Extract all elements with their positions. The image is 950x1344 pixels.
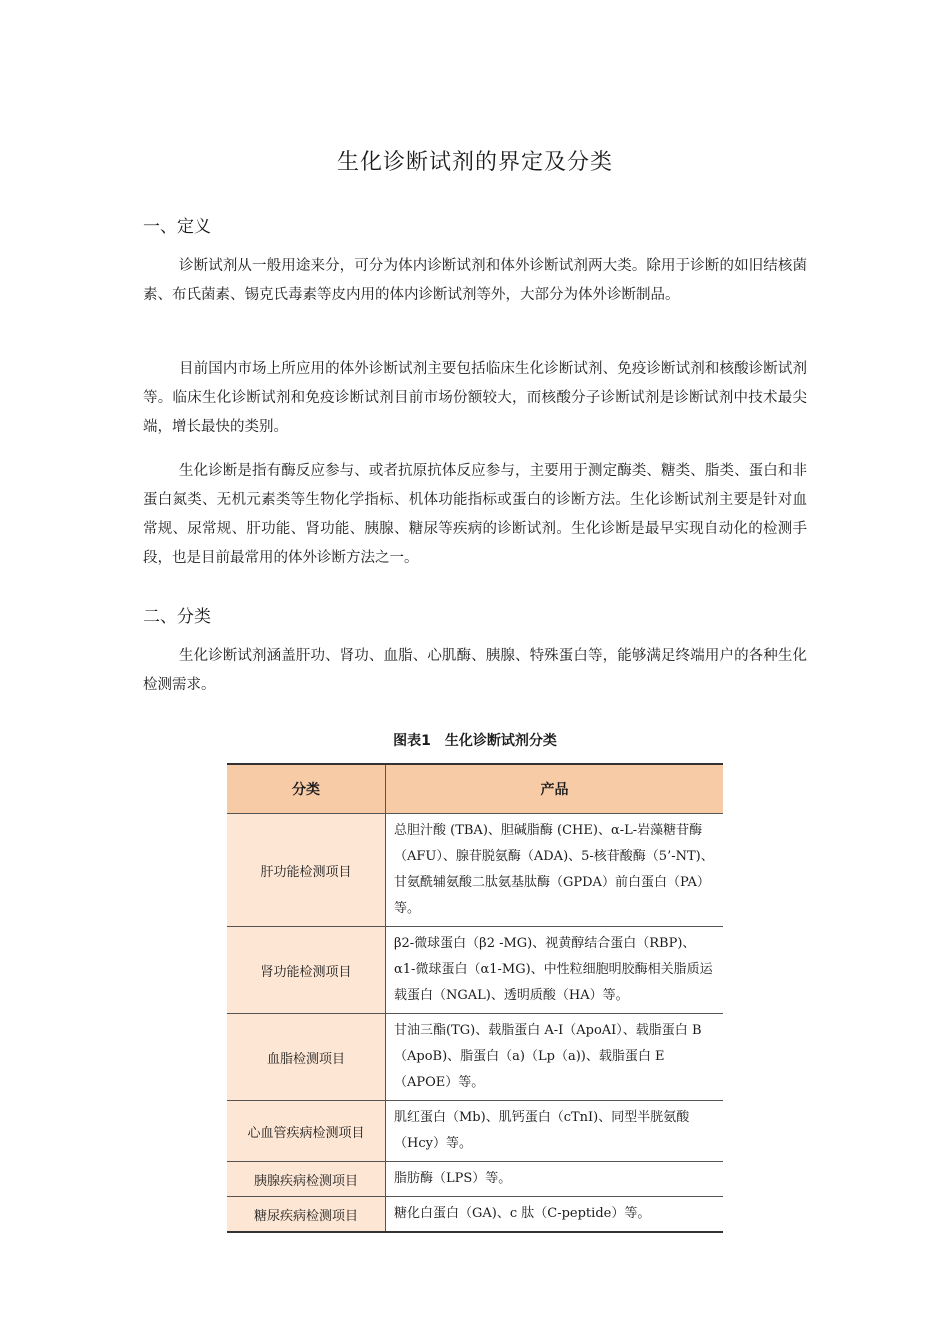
category-cell: 心血管疾病检测项目 — [227, 1101, 386, 1162]
column-header-category: 分类 — [227, 764, 386, 814]
table-row — [227, 814, 723, 927]
table-caption: 图表1 生化诊断试剂分类 — [393, 733, 557, 749]
products-cell: 肌红蛋白（Mb)、肌钙蛋白（cTnI)、同型半胱氨酸（Hcy）等。 — [386, 1101, 724, 1162]
table-row — [227, 1014, 723, 1101]
category-cell: 胰腺疾病检测项目 — [227, 1162, 386, 1197]
paragraph: 目前国内市场上所应用的体外诊断试剂主要包括临床生化诊断试剂、免疫诊断试剂和核酸诊断试剂等。临床生化诊断试剂和免疫诊断试剂目前市场份额较大，而核酸分子诊断试剂是诊断试剂中技术最尖端，增长最快的类别。 — [143, 361, 807, 435]
paragraph: 诊断试剂从一般用途来分，可分为体内诊断试剂和体外诊断试剂两大类。除用于诊断的如旧结核菌素、布氏菌素、锡克氏毒素等皮内用的体内诊断试剂等外，大部分为体外诊断制品。 — [143, 258, 807, 303]
products-cell: 脂肪酶（LPS）等。 — [386, 1162, 724, 1197]
category-cell: 糖尿疾病检测项目 — [227, 1197, 386, 1233]
section-heading-definition: 一、定义 — [143, 217, 211, 237]
table-row — [227, 1162, 723, 1197]
paragraph: 生化诊断是指有酶反应参与、或者抗原抗体反应参与，主要用于测定酶类、糖类、脂类、蛋白和非蛋白氮类、无机元素类等生物化学指标、机体功能指标或蛋白的诊断方法。生化诊断试剂主要是针对血常规、尿常规、肝功能、肾功能、胰腺、糖尿等疾病的诊断试剂。生化诊断是最早实现自动化的检测手段，也是目前最常用的体外诊断方法之一。 — [143, 463, 807, 566]
table-header-row — [227, 764, 723, 814]
column-header-products: 产品 — [386, 764, 724, 814]
section-heading-classification: 二、分类 — [143, 607, 211, 627]
table-row — [227, 1101, 723, 1162]
category-cell: 肝功能检测项目 — [227, 814, 386, 927]
document-title: 生化诊断试剂的界定及分类 — [336, 150, 613, 175]
paragraph: 生化诊断试剂涵盖肝功、肾功、血脂、心肌酶、胰腺、特殊蛋白等，能够满足终端用户的各种生化检测需求。 — [143, 648, 807, 693]
products-cell: 总胆汁酸 (TBA)、胆碱脂酶 (CHE)、α-L-岩藻糖苷酶（AFU）、腺苷脱氨酶（ADA)、5-核苷酸酶（5’-NT)、甘氨酰辅氨酸二肽氨基肽酶（GPDA）前白蛋白（PA）等。 — [386, 814, 724, 927]
products-cell: 甘油三酯(TG)、载脂蛋白 A-Ⅰ（ApoAⅠ）、载脂蛋白 B（ApoB)、脂蛋白（a)（Lp（a))、载脂蛋白 E（APOE）等。 — [386, 1014, 724, 1101]
category-cell: 血脂检测项目 — [227, 1014, 386, 1101]
products-cell: β2-微球蛋白（β2 -MG)、视黄醇结合蛋白（RBP)、α1-微球蛋白（α1-MG)、中性粒细胞明胶酶相关脂质运载蛋白（NGAL)、透明质酸（HA）等。 — [386, 927, 724, 1014]
category-cell: 肾功能检测项目 — [227, 927, 386, 1014]
products-cell: 糖化白蛋白（GA)、c 肽（C-peptide）等。 — [386, 1197, 724, 1233]
table-row — [227, 1197, 723, 1233]
table-row — [227, 927, 723, 1014]
classification-table — [227, 763, 723, 1233]
